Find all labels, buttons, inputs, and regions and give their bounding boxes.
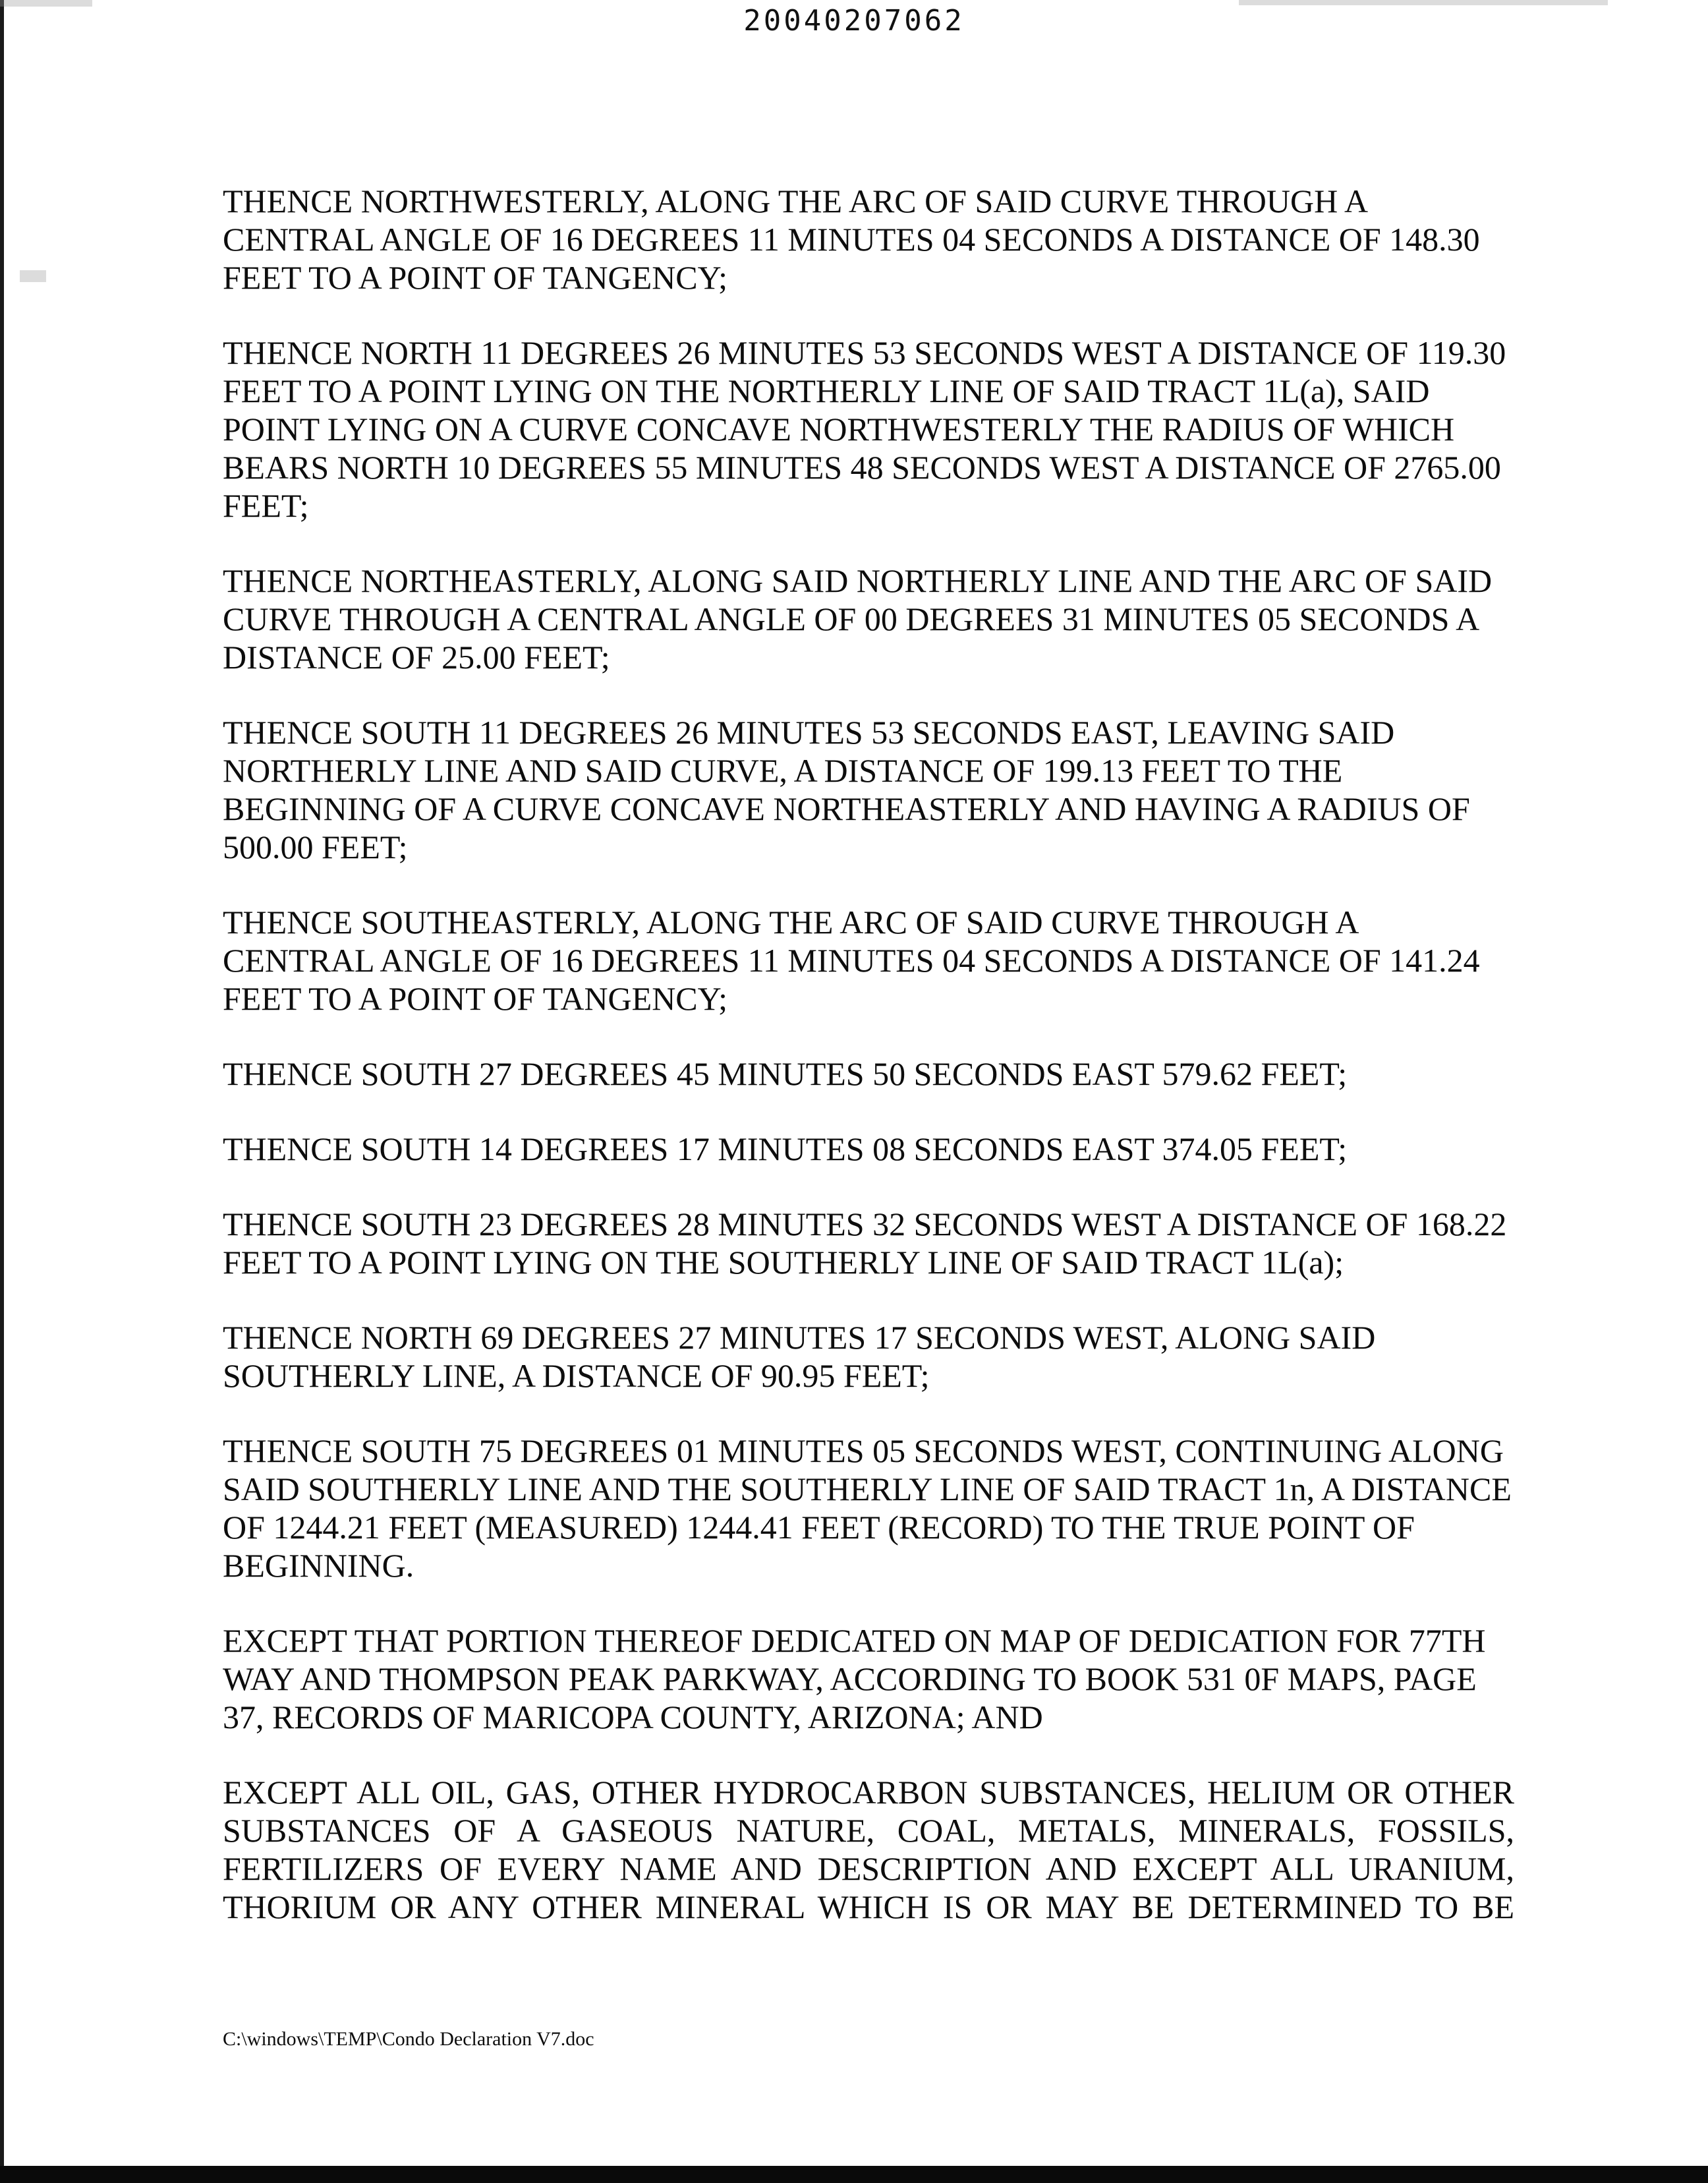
paragraph: EXCEPT THAT PORTION THEREOF DEDICATED ON MAP OF DEDICATION FOR 77TH WAY AND THOMPSON PEAK PARKWAY, ACCORDING TO BOOK 531 0F MAPS, PAGE 37, RECORDS OF MARICOPA COUNTY, ARIZONA; AND bbox=[223, 1622, 1486, 1735]
paragraph: THENCE NORTH 11 DEGREES 26 MINUTES 53 SECONDS WEST A DISTANCE OF 119.30 FEET TO A POINT LYING ON THE NORTHERLY LINE OF SAID TRACT 1L(a), SAID POINT LYING ON A CURVE CONCAVE NORTHWESTERLY THE RADIUS OF WHICH BEARS NORTH 10 DEGREES 55 MINUTES 48 SECONDS WEST A DISTANCE OF 2765.00 FEET; bbox=[223, 334, 1506, 524]
footer-file-path: C:\windows\TEMP\Condo Declaration V7.doc bbox=[223, 2028, 594, 2050]
scan-speck bbox=[20, 270, 46, 282]
paragraph: THENCE SOUTH 27 DEGREES 45 MINUTES 50 SECONDS EAST 579.62 FEET; bbox=[223, 1055, 1348, 1092]
scan-edge-bottom bbox=[0, 2166, 1708, 2183]
scan-edge-left bbox=[0, 0, 4, 2183]
paragraph: THENCE SOUTH 11 DEGREES 26 MINUTES 53 SECONDS EAST, LEAVING SAID NORTHERLY LINE AND SAID CURVE, A DISTANCE OF 199.13 FEET TO THE BEGINNING OF A CURVE CONCAVE NORTHEASTERLY AND HAVING A RADIUS OF 500.00 FEET; bbox=[223, 714, 1470, 865]
paragraph: THENCE SOUTHEASTERLY, ALONG THE ARC OF SAID CURVE THROUGH A CENTRAL ANGLE OF 16 DEGREES 11 MINUTES 04 SECONDS A DISTANCE OF 141.24 FEET TO A POINT OF TANGENCY; bbox=[223, 904, 1480, 1017]
paragraph: THENCE SOUTH 23 DEGREES 28 MINUTES 32 SECONDS WEST A DISTANCE OF 168.22 FEET TO A POINT LYING ON THE SOUTHERLY LINE OF SAID TRACT 1L(a); bbox=[223, 1206, 1507, 1281]
paragraph: THENCE NORTHEASTERLY, ALONG SAID NORTHERLY LINE AND THE ARC OF SAID CURVE THROUGH A CENTRAL ANGLE OF 00 DEGREES 31 MINUTES 05 SECONDS A DISTANCE OF 25.00 FEET; bbox=[223, 562, 1493, 676]
legal-description bbox=[223, 182, 1514, 1963]
paragraph: EXCEPT ALL OIL, GAS, OTHER HYDROCARBON SUBSTANCES, HELIUM OR OTHER SUBSTANCES OF A GASEOUS NATURE, COAL, METALS, MINERALS, FOSSILS, FERTILIZERS OF EVERY NAME AND DESCRIPTION AND EXCEPT ALL URANIUM, THORIUM OR ANY OTHER MINERAL WHICH IS OR MAY BE DETERMINED TO BE bbox=[223, 1774, 1514, 1925]
paragraph: THENCE SOUTH 14 DEGREES 17 MINUTES 08 SECONDS EAST 374.05 FEET; bbox=[223, 1130, 1348, 1167]
paragraph: THENCE NORTH 69 DEGREES 27 MINUTES 17 SECONDS WEST, ALONG SAID SOUTHERLY LINE, A DISTANCE OF 90.95 FEET; bbox=[223, 1319, 1376, 1394]
paragraph: THENCE NORTHWESTERLY, ALONG THE ARC OF SAID CURVE THROUGH A CENTRAL ANGLE OF 16 DEGREES 11 MINUTES 04 SECONDS A DISTANCE OF 148.30 FEET TO A POINT OF TANGENCY; bbox=[223, 183, 1480, 296]
paragraph: THENCE SOUTH 75 DEGREES 01 MINUTES 05 SECONDS WEST, CONTINUING ALONG SAID SOUTHERLY LINE AND THE SOUTHERLY LINE OF SAID TRACT 1n, A DISTANCE OF 1244.21 FEET (MEASURED) 1244.41 FEET (RECORD) TO THE TRUE POINT OF BEGINNING. bbox=[223, 1432, 1512, 1584]
recording-number: 20040207062 bbox=[743, 4, 965, 38]
